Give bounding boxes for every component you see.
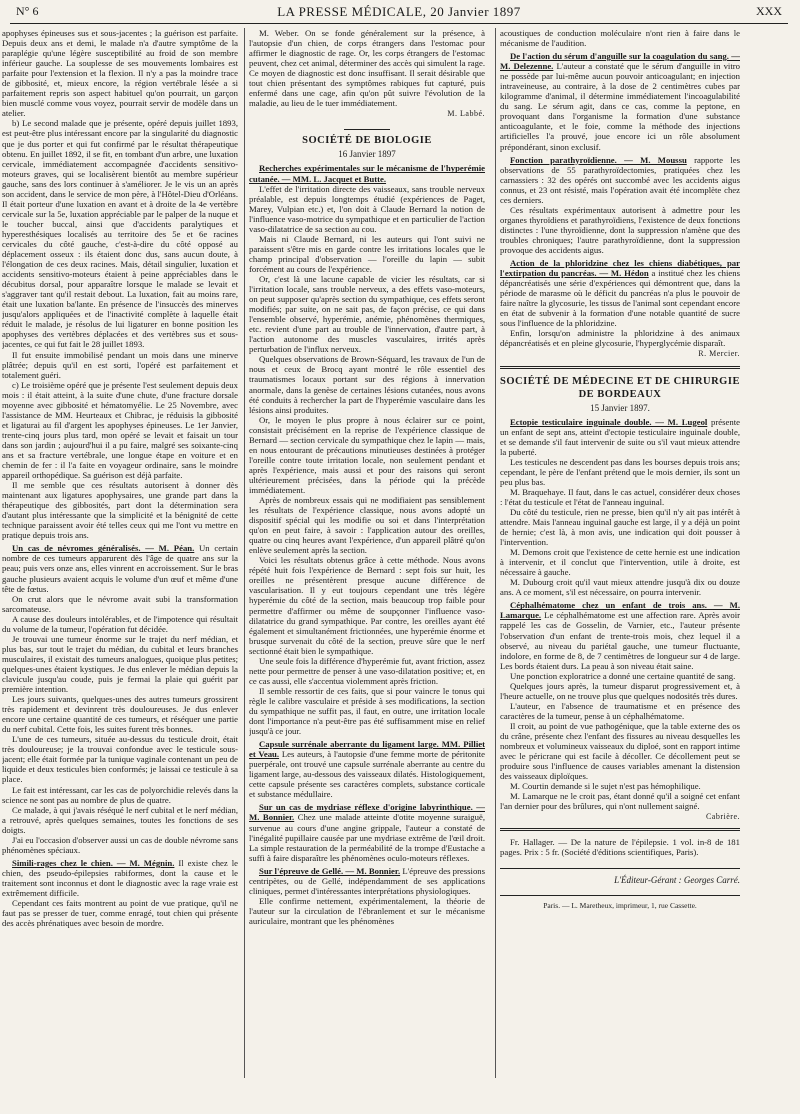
article-body: Les auteurs, à l'autopsie d'une femme morte de péritonite puerpérale, ont trouvé une capsule surrénale aberrante au centre du ligament large, au-dessous des vaisseaux dilatés. Histologiquement, cette capsule présente ses caractères complets, substance corticale et substance médullaire. xyxy=(249,749,485,800)
paragraph: M. Demons croit que l'existence de cette hernie est une indication à intervenir, et il conclut que l'intervention, utile à droite, est nécessaire à gauche. xyxy=(500,547,740,578)
column-right xyxy=(500,28,740,1078)
article xyxy=(500,258,740,328)
paragraph: Je trouvai une tumeur énorme sur le trajet du nerf médian, et plus bas, sur tout le trajet du médian, du cubital et leurs branches musculaires, il existait des tumeurs analogues, quoique plus petites; quelques-unes étaient kystiques. Je dus enlever le médian depuis la clavicule jusqu'au coude, puis je fermai la plaie qui guérit par première intention. xyxy=(2,633,238,695)
page-number: XXX xyxy=(756,4,782,18)
article-title: Ectopie testiculaire inguinale double. — M. Lugeol xyxy=(510,416,708,427)
paragraph: Les jours suivants, quelques-unes des autres tumeurs grossirent très rapidement et devinrent très douloureuses. Je dus enlever encore une certaine quantité de ces tumeurs, et réséquer une partie du nerf cubital. Cette fois, les suites furent très bonnes. xyxy=(2,694,238,735)
issue-number: N° 6 xyxy=(16,4,39,18)
article xyxy=(249,866,485,896)
article xyxy=(249,163,485,183)
article xyxy=(249,802,485,862)
signature: Cabrière. xyxy=(705,812,740,822)
article-title: Recherches expérimentales sur le mécanisme de l'hyperémie cutanée. — MM. L. Jacquet et Butte. xyxy=(249,163,485,184)
article-body: L'épreuve des pressions centripètes, ou de Gellé, indépendamment de ses applications cliniques, permet d'intéressantes interprétations physiologiques. xyxy=(249,865,485,896)
paragraph: Il me semble que ces résultats autorisent à donner dès maintenant aux ligatures apophysaires, une grande part dans la thérapeutique des gibbosités, part dont la détermination sera d'autant plus intéressante que la simplicité et la bénignité de cette technique paraissent avoir été telles ceux qui me l'ont vu mettre en pratique depuis trois ans. xyxy=(2,480,238,541)
paragraph: Ces résultats expérimentaux autorisent à admettre pour les organes thyroïdiens et parathyroïdiens, l'existence de deux fonctions distinctes : l'une thyroïdienne, dont la suppression n'amène que des troubles chroniques; l'autre parathyroïdienne, dont la suppression provoque des accidents aigus. xyxy=(500,204,740,255)
article-body: Un certain nombre de ces tumeurs apparurent dès l'âge de quatre ans sur la peau; puis vers onze ans, elles vinrent en accroissement. Sur le bras gauche plusieurs avaient acquis le volume d'un œuf et même d'une tête de fœtus. xyxy=(2,543,238,594)
article-title: Action de la phloridzine chez les chiens diabétiques, par l'extirpation du pancréas. — M. Hédon xyxy=(500,258,740,279)
paragraph: M. Lamarque ne le croit pas, étant donné qu'il a soigné cet enfant l'an dernier pour des brûlures, qui n'ont nullement saigné. xyxy=(500,791,740,812)
article-title: Un cas de névromes généralisés. — M. Péan. xyxy=(12,543,195,554)
article-title: Capsule surrénale aberrante du ligament large. MM. Pilliet et Veau. xyxy=(249,739,485,760)
header-rule xyxy=(10,23,788,24)
editor-line: L'Éditeur-Gérant : Georges Carré. xyxy=(500,868,740,885)
column-middle xyxy=(249,28,485,1088)
paragraph: Il semble ressortir de ces faits, que si pour vaincre le tonus qui règle le calibre vasculaire et préside à ses modifications, la section du sympathique ne suffit pas, il faut, en outre, une irritation locale dont l'importance n'a peut-être pas été suffisamment mise en relief jusqu'à ce jour. xyxy=(249,685,485,737)
article xyxy=(2,858,238,898)
column-left xyxy=(2,28,238,1088)
paragraph: Mais ni Claude Bernard, ni les auteurs qui l'ont suivi ne paraissent s'être mis en garde contre les irritations locales que le champ principal d'observation — l'oreille du lapin — subit forcément au cours de l'expérience. xyxy=(249,233,485,274)
article-title: De l'action du sérum d'anguille sur la coagulation du sang. — M. Delezenne. xyxy=(500,51,740,72)
paragraph: Or, c'est là une lacune capable de vicier les résultats, car si l'irritation locale, sans trouble nerveux, a des effets vaso-moteurs, on peut supposer qu'après section du sympathique, ces effets seront modifiés; par suite, on ne sait pas, de façon précise, ce qui dans l'ensemble observé, hyperémie, anémie, phénomènes thermiques, etc. revient d'une part au trouble de l'innervation, d'autre part, à l'action autonome des muscles vasculaires, irrités après perturbation de l'influx nerveux. xyxy=(249,273,485,355)
paragraph: c) Le troisième opéré que je présente l'est seulement depuis deux mois : il était atteint, à la suite d'une chute, d'une fracture dorsale moyenne avec gibbosité et hématomyélie. Le 25 Novembre, avec l'assistance de MM. Heurteaux et Chibrac, je réduisis la gibbosité et ligaturai au fil d'argent les apophyses épineuses. Le 1er Janvier, trente-cinq jours plus tard, mon opéré se levait et faisait un tour dans son jardin ; aujourd'hui il a pu faire, malgré ses soixante-cinq ans et sa fracture vertébrale, une longue étape en voiture et en chemin de fer : il l'a faite en voyageur ordinaire, sans le moindre appareil orthopédique. Sa guérison est déjà parfaite. xyxy=(2,379,238,481)
article xyxy=(249,739,485,799)
running-header xyxy=(10,4,788,22)
article-body: Il existe chez le chien, des pseudo-épilepsies rabiformes, dont la cause et le traitement sont inconnus et dont le diagnostic avec la rage vraie est extrêmement difficile. xyxy=(2,857,238,898)
paragraph: Enfin, lorsqu'on administre la phloridzine à des animaux dépancréatisés et en pleine glycosurie, l'hyperglycémie disparaît. xyxy=(500,328,740,349)
paragraph: Du côté du testicule, rien ne presse, bien qu'il n'y ait pas intérêt à attendre. Mais l'anneau inguinal gauche est large, il y a déjà un point de hernie; c'est là, à mon avis, une indication qui doit pousser à l'intervention. xyxy=(500,506,740,548)
paragraph: L'effet de l'irritation directe des vaisseaux, sans trouble nerveux préalable, est depuis longtemps étudié (expériences de Paget, Marey, Vulpian etc.) et, l'on doit à Claude Bernard la notion de l'influence vaso-motrice du sympathique et en particulier de l'action vaso-dilatatrice de sa section au cou. xyxy=(249,183,485,234)
society-date: 15 Janvier 1897. xyxy=(590,402,650,413)
article xyxy=(2,543,238,593)
article-body: Chez une malade atteinte d'otite moyenne suraiguë, survenue au cours d'une angine grippale, l'auteur a constaté de l'inégalité pupillaire causée par une mydriase extrême de l'œil droit. La simple restauration de la perméabilité de la trompe d'Eustache a suffi à faire disparaître les phénomènes oculo-moteurs réflexes. xyxy=(249,812,485,863)
paragraph: A cause des douleurs intolérables, et de l'impotence qui résultait du volume de la tumeur, l'opération fut décidée. xyxy=(2,613,238,634)
paragraph: L'une de ces tumeurs, située au-dessus du testicule droit, était très douloureuse; je la trouvai confondue avec le testicule sous-jacent; elle était formée par la tunique vaginale contenant un peu de liquide et deux testicules bien conformés; je laissai ce testicule à sa place. xyxy=(2,734,238,785)
article-body: Le céphalhématome est une affection rare. Après avoir rappelé les cas de Gosselin, de Varnier, etc., l'auteur présente l'observation d'un enfant de trente-trois mois, chez lequel il a observé, au niveau du pariétal gauche, une tumeur fluctuante, indolore, en forme de 8, de 7 centimètres de longueur sur 4 de large. Les bords étaient durs. La peau à son niveau était saine. xyxy=(500,610,740,671)
paragraph: M. Weber. On se fonde généralement sur la présence, à l'autopsie d'un chien, de corps étrangers dans l'estomac pour affirmer le diagnostic de rage. Or, les corps étrangers de l'estomac peuvent, chez cet animal, déterminer des accès qui simulent la rage. Ce moyen de diagnostic est donc insuffisant. Il serait désirable que tout chien présentant des symptômes rabiques fut capturé, puis enfermé dans une cage, afin qu'on pût suivre l'évolution de la maladie, au lieu de le tuer immédiatement. xyxy=(249,28,485,109)
paragraph: Cependant ces faits montrent au point de vue pratique, qu'il ne faut pas se presser de tuer, comme enragé, tout chien qui présente des accès phrénatiques avec besoin de mordre. xyxy=(2,898,238,929)
paragraph: apophyses épineuses sus et sous-jacentes ; la guérison est parfaite. Depuis deux ans et demi, le malade n'a d'autre symptôme de la paraplégie qu'une légère susceptibilité au froid de son membre inférieur gauche. La souplesse de ses mouvements lombaires est parfaite pour l'extension et la flexion. Il n'y a pas la moindre trace de gibbosité, et, mieux encore, la région vertébrale lésée a si parfaitement repris son aspect habituel qu'on pourrait, un garçon bien musclé comme vous voyez, pourrait servir de modèle dans un atelier. xyxy=(2,28,238,119)
paragraph: On crut alors que le névrome avait subi la transformation sarcomateuse. xyxy=(2,593,238,614)
section-rule xyxy=(344,129,390,130)
article xyxy=(500,155,740,205)
society-title: SOCIÉTÉ DE BIOLOGIE xyxy=(302,135,432,147)
signature: R. Mercier. xyxy=(698,349,740,359)
paragraph: Une ponction exploratrice a donné une certaine quantité de sang. xyxy=(510,670,736,681)
column-divider xyxy=(244,28,245,1078)
signature: M. Labbé. xyxy=(447,109,485,119)
paragraph: M. Dubourg croit qu'il vaut mieux attendre jusqu'à dix ou douze ans. A ce moment, s'il est nécessaire, on pourra intervenir. xyxy=(500,577,740,598)
article-title: Sur un cas de mydriase réflexe d'origine labyrinthique. — M. Bonnier. xyxy=(249,802,485,823)
section-rule xyxy=(500,828,740,831)
paragraph: acoustiques de conduction moléculaire n'ont rien à faire dans le mécanisme de l'audition. xyxy=(500,28,740,49)
article-body: a institué chez les chiens dépancréatisés une série d'expériences qui démontrent que, dans la période de marasme où le déficit du pancréas n'a plus le pouvoir de faire naître la glycosurie, les tissus de l'animal sont cependant encore en état de subvenir à la formation d'une notable quantité de sucre sous l'influence de la phloridzine. xyxy=(500,268,740,329)
paragraph: M. Braquehaye. Il faut, dans le cas actuel, considérer deux choses : l'état du testicule et l'état de l'anneau inguinal. xyxy=(500,486,740,507)
paragraph: Le fait est intéressant, car les cas de polyorchidie relevés dans la science ne sont pas au nombre de plus de quatre. xyxy=(2,784,238,805)
paragraph: Après de nombreux essais qui ne modifiaient pas sensiblement les résultats de l'expérience classique, nous avons adopté un dispositif spécial qui les modifie ou soi et dans l'interprétation qu'on en peut faire, à savoir : l'application autour des oreilles, quatre ou cinq heures avant l'expérience, d'un appareil plâtré qu'on enlève seulement après la section. xyxy=(249,495,485,556)
paragraph: J'ai eu l'occasion d'observer aussi un cas de double névrome sans phénomènes spéciaux. xyxy=(2,834,238,855)
paragraph: Quelques jours après, la tumeur disparut progressivement et, à l'heure actuelle, on ne trouve plus que quelques nodosités très dures. xyxy=(500,680,740,701)
paragraph: M. Courtin demande si le sujet n'est pas hémophilique. xyxy=(510,781,701,792)
paragraph: Elle confirme nettement, expérimentalement, la théorie de l'auteur sur la circulation de l'ébranlement et sur le mécanisme auriculaire, montrant que les phénomènes xyxy=(249,895,485,926)
paragraph: Ce malade, à qui j'avais réséqué le nerf cubital et le nerf médian, a retrouvé, après quelques semaines, toutes les fonctions de ses doigts. xyxy=(2,804,238,835)
society-date: 16 Janvier 1897 xyxy=(338,149,396,160)
paragraph: Or, le moyen le plus propre à nous éclairer sur ce point, consistait précisément en la reprise de l'expérience classique de Bernard — section cervicale du sympathique chez le lapin — mais, en nous entourant de précautions minutieuses destinées à protéger l'oreille contre toute irritation locale, non seulement pendant et après l'expérience, mais aussi et pour des raisons qui seront ultérieurement précisées, dans la période qui la précède immédiatement. xyxy=(249,414,485,495)
society-title: SOCIÉTÉ DE MÉDECINE ET DE CHIRURGIE DE BORDEAUX xyxy=(500,375,740,400)
article-title: Sur l'épreuve de Gellé. — M. Bonnier. xyxy=(259,865,401,876)
paragraph: Les testicules ne descendent pas dans les bourses depuis trois ans; cependant, le père de l'enfant prétend que le mois dernier, ils sont un peu plus bas. xyxy=(500,456,740,487)
journal-title: LA PRESSE MÉDICALE, 20 Janvier 1897 xyxy=(277,4,521,19)
article-body: L'auteur a constaté que le sérum d'anguille in vitro ne possède par lui-même aucun pouvoir anticoagulant; en injection intraveineuse, au contraire, à la dose de 2 centimètres cubes par kilogramme d'animal, il détermine immédiatement l'incoagulabilité du sang. Le sérum agit, dans ce cas, comme la peptone, en provoquant dans l'organisme la formation d'une substance anticoagulante, et le foie, comme la méthode des injections artificielles l'a prouvé, joue encore ici un rôle absolument prépondérant, sinon exclusif. xyxy=(500,61,740,152)
article xyxy=(500,600,740,670)
paragraph: b) Le second malade que je présente, opéré depuis juillet 1893, est peut-être plus intéressant encore par la singularité du diagnostic que je dus porter et qui fut confirmé par le résultat thérapeutique obtenu. En juillet 1892, il se fit, en tombant d'un arbre, une luxation cervicale, immédiatement accompagnée d'accidents sensitivo-moteurs graves, qui se localisèrent bientôt au membre supérieur gauche, sans des lors continuer à s'améliorer. Je le vis un an après son accident, dans le service de mon père, à l'Hôtel-Dieu d'Orléans. Il était porteur d'une luxation en avant et à droite de la 4e vertèbre cervicale sur la 5e, luxation appréciable par le palper de la nuque et le toucher buccal, ainsi que d'accidents paralytiques et hyperesthésiques localisés au territoire des 5e et 6e racines cervicales du côté gauche, c'est-à-dire du côté opposé au déplacement osseux : ils étaient donc dus, sans aucun doute, à l'élongation de ces deux racines. Mais, détail singulier, luxation et accidents sensitivo-moteurs étaient à peine appréciables dans le décubitus dorsal, pour apparaître lorsque le malade se levait et s'aggraver tant qu'il restait debout. La luxation, fait au moins rare, était une luxation ba'lante. En présence de l'insuccès des minerves jusqu'alors appliquées et de l'inactivité complète à laquelle était réduit le malade, je résolus de lui ligaturer en bonne position les apophyses des vertèbres déplacées et des vertèbres sus et sous-jacentes, ce qui fut fait le 28 juillet 1893. xyxy=(2,118,238,350)
paragraph: Quelques observations de Brown-Séquard, les travaux de l'un de nous et ceux de Brocq ayant montré le rôle essentiel des traumatismes locaux portant sur des régions à innervation anormale, dans la genèse de certaines lésions cutanées, nous avons été conduits à rechercher la part de l'hyperémie vasculaire dans les lésions ainsi produites. xyxy=(249,354,485,415)
article-title: Céphalhématome chez un enfant de trois ans. — M. Lamarque. xyxy=(500,600,740,621)
article-title: Fonction parathyroïdienne. — M. Moussu xyxy=(510,154,687,165)
paragraph: Il fut ensuite immobilisé pendant un mois dans une minerve plâtrée; depuis qu'il en est sorti, l'opéré est parfaitement et totalement guéri. xyxy=(2,349,238,380)
book-notice: Fr. Hallager. — De la nature de l'épilepsie. 1 vol. in-8 de 181 pages. Prix : 5 fr. (Société d'éditions scientifiques, Paris). xyxy=(500,837,740,858)
article-title: Simili-rages chez le chien. — M. Mégnin. xyxy=(12,857,175,868)
paragraph: Il croit, au point de vue pathogénique, que la table externe des os du crâne, présente chez l'enfant des fissures au niveau desquelles les nombreux et volumineux vaisseaux du diploé, sont en rapport intime avec le péricrane qui est facile à décoller. Ce décollement peut se produire sous l'influence de causes variables amenant la distension des vaisseaux diploïques. xyxy=(500,720,740,782)
paragraph: Voici les résultats obtenus grâce à cette méthode. Nous avons répété huit fois l'expérience de Bernard : sept fois sur huit, les oreilles ne présentèrent presque aucune différence de vascularisation. Il y eut toujours cependant une très légère hyperémie du côté de la section, mais beaucoup trop faible pour permettre d'affirmer ou même de soupçonner l'influence vaso-dilatatrice du grand sympathique. Par contre, les oreilles ayant été également et simultanément frictionnées, une hyperémie énorme et brusque survenait du côté de la section, preuve sûre que le nerf sectionné était bien le sympathique. xyxy=(249,555,485,656)
article xyxy=(500,51,740,151)
article-body: présente un enfant de sept ans, atteint d'ectopie testiculaire inguinale double, et se demande s'il faut intervenir de suite ou s'il vaut mieux attendre la puberté. xyxy=(500,416,740,457)
paragraph: L'auteur, en l'absence de traumatisme et en présence des caractères de la tumeur, pense à un céphalhématome. xyxy=(500,700,740,721)
printer-line: Paris. — L. Maretheux, imprimeur, 1, rue Cassette. xyxy=(500,895,740,911)
paragraph: Une seule fois la différence d'hyperémie fut, avant friction, assez nette pour permettre de penser à une vaso-dilatation positive; et, en ce cas aussi, elle s'accentua violemment après friction. xyxy=(249,655,485,686)
column-divider xyxy=(495,28,496,1078)
article-body: rapporte les observations de 55 parathyroïdectomies, pratiquées chez les carnassiers : 32 des opérés ont succombé avec les accidents aigus connus, et 23 ont résisté, mais l'opération avait été incomplète chez ces derniers. xyxy=(500,154,740,205)
section-rule xyxy=(500,366,740,369)
article xyxy=(500,417,740,457)
